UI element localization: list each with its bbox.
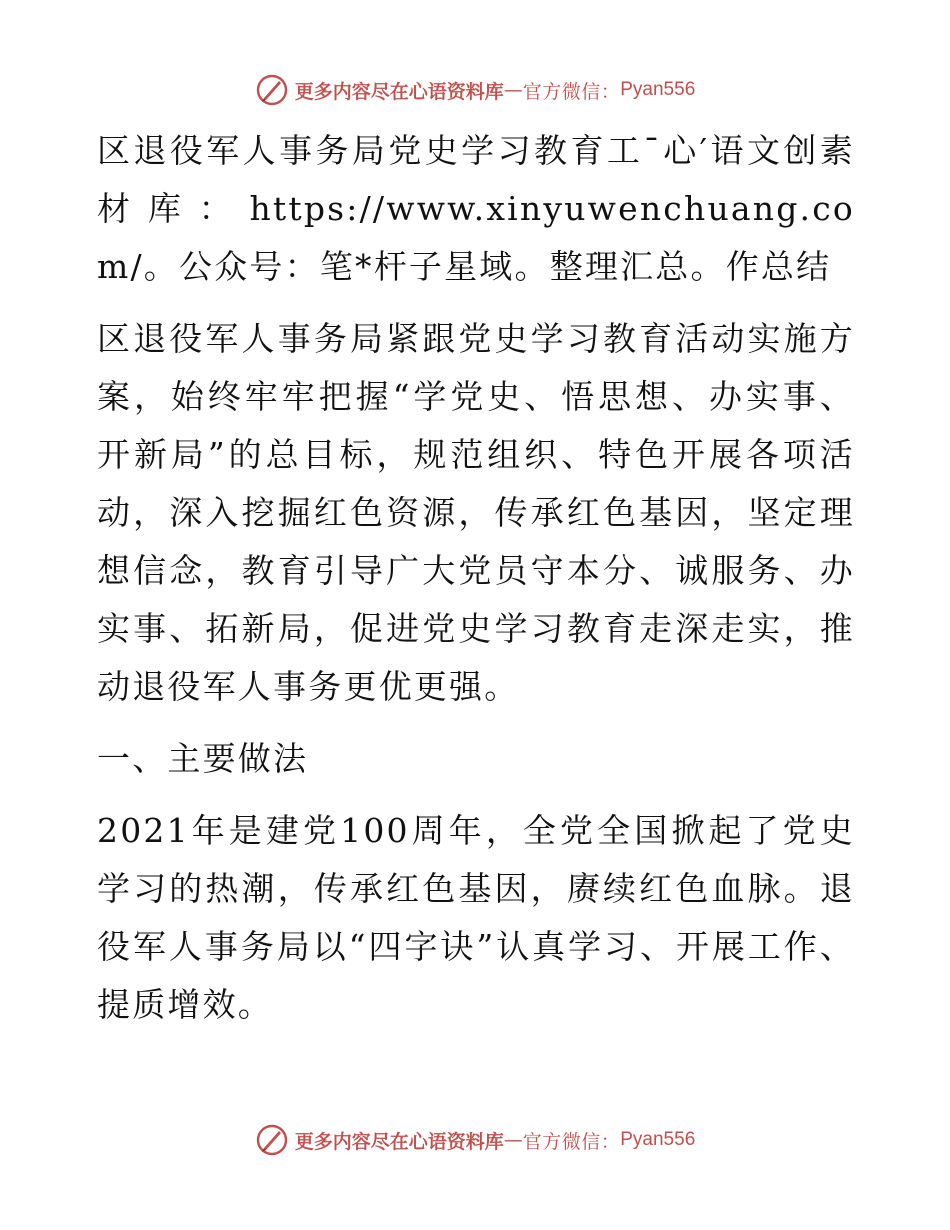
paragraph-title: 区退役军人事务局党史学习教育工¯心′语文创素材库：https://www.xinyuwenchuang.com/。公众号：笔*杆子星域。整理汇总。作总结 (97, 131, 855, 286)
footer-watermark-banner (0, 1118, 950, 1162)
banner-separator: — (503, 1129, 523, 1151)
quill-pen-logo-icon (255, 1123, 289, 1157)
banner-wechat-label: 官方微信： (522, 1130, 621, 1153)
section-heading: 一、主要做法 (97, 739, 309, 778)
banner-wechat-id: Pyan556 (620, 79, 696, 100)
document-body (97, 122, 855, 1034)
banner-wechat-label: 官方微信： (522, 80, 621, 103)
header-watermark-banner (0, 68, 950, 112)
banner-wechat-id: Pyan556 (620, 1129, 696, 1150)
banner-separator: — (503, 79, 523, 101)
banner-site-text: 更多内容尽在心语资料库 (294, 80, 504, 103)
paragraph-intro: 区退役军人事务局紧跟党史学习教育活动实施方案，始终牢牢把握“学党史、悟思想、办实事、开新局”的总目标，规范组织、特色开展各项活动，深入挖掘红色资源，传承红色基因，坚定理想信念，教育引导广大党员守本分、诚服务、办实事、拓新局，促进党史学习教育走深走实，推动退役军人事务更优更强。 (97, 319, 855, 706)
quill-pen-logo-icon (255, 73, 289, 107)
paragraph-body: 2021年是建党100周年，全党全国掀起了党史学习的热潮，传承红色基因，赓续红色血脉。退役军人事务局以“四字诀”认真学习、开展工作、提质增效。 (97, 811, 855, 1024)
banner-site-text: 更多内容尽在心语资料库 (294, 1130, 504, 1153)
